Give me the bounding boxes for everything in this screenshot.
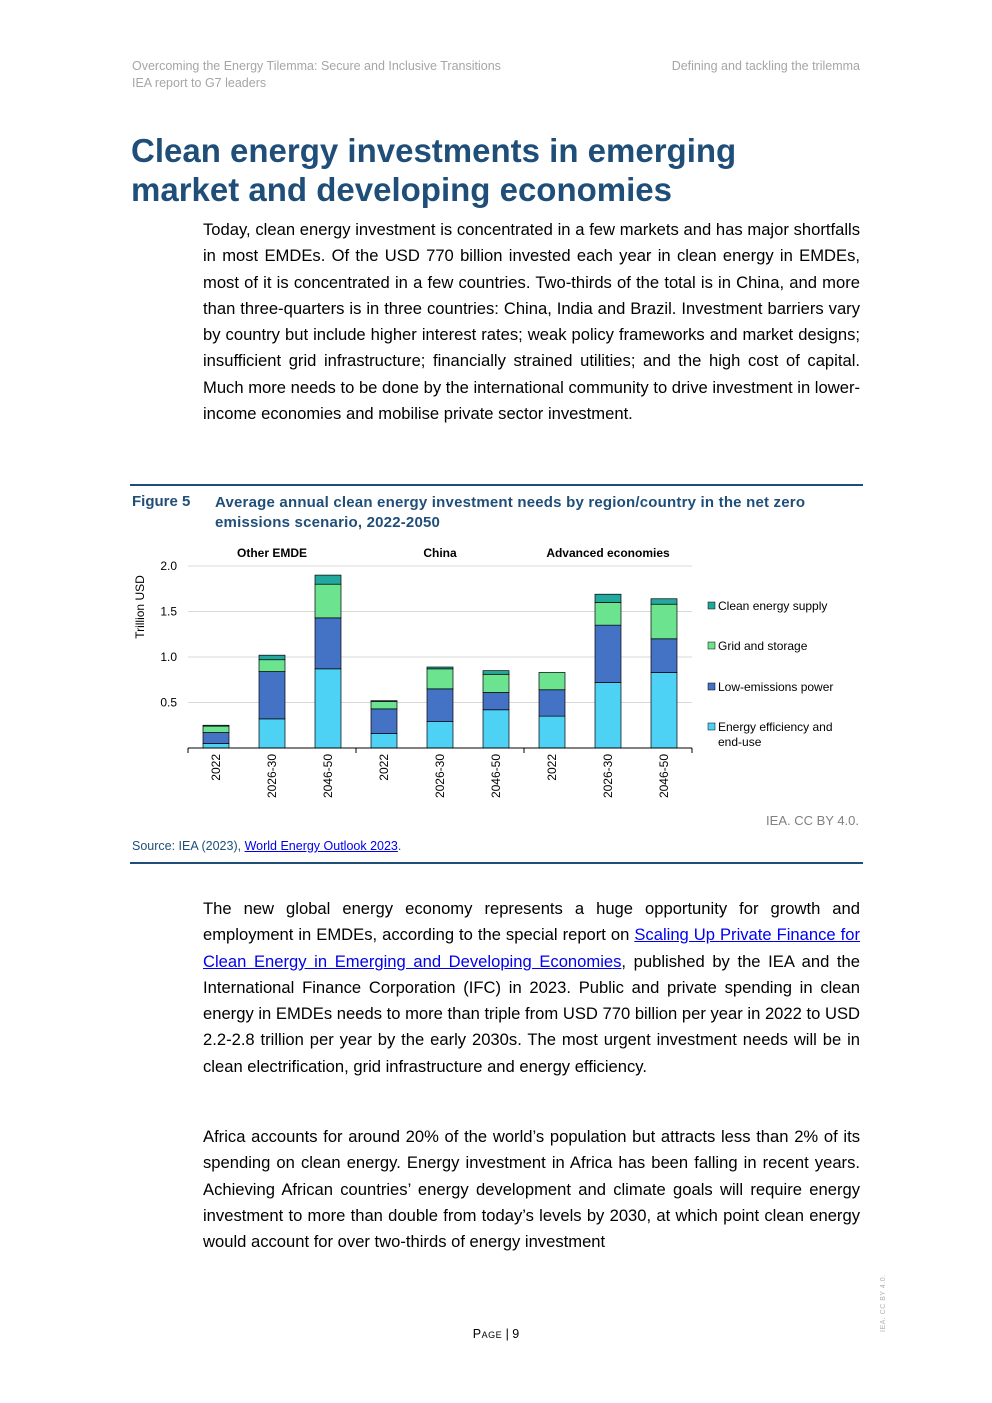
figure-license: IEA. CC BY 4.0. (766, 813, 859, 828)
bar-segment (651, 672, 677, 748)
bar-segment (483, 674, 509, 692)
bar-segment (595, 602, 621, 625)
bar-segment (427, 669, 453, 689)
source-suffix: . (397, 839, 402, 853)
chart-bars (203, 575, 677, 748)
group-label: Advanced economies (546, 546, 670, 560)
chart-axes (188, 748, 692, 753)
bar-segment (371, 702, 397, 709)
legend-swatch (708, 683, 715, 690)
page-footer (0, 1327, 992, 1341)
y-tick-label: 0.5 (160, 695, 177, 710)
group-label: China (423, 546, 457, 560)
bar-segment (259, 719, 285, 748)
group-label: Other EMDE (236, 546, 308, 560)
bar-segment (539, 716, 565, 748)
body-paragraph-3: Africa accounts for around 20% of the world’s population but attracts less than 2% of its spending on clean energy. Energy investment in Africa has been falling in recent years. Achieving African countries’ energy development and climate goals will require energy investment to more than double from today’s levels by 2030, at which point clean energy would account for over two-thirds of energy investment (203, 1127, 860, 1252)
x-tick-label: 2046-50 (657, 754, 671, 799)
x-tick-label: 2026-30 (265, 754, 279, 799)
bar-segment (371, 709, 397, 734)
stacked-bar-chart (130, 540, 863, 808)
bar-segment (371, 733, 397, 748)
x-tick-label: 2046-50 (489, 754, 503, 799)
bar-segment (203, 726, 229, 732)
legend-label: Grid and storage (718, 639, 808, 653)
bar-segment (651, 639, 677, 673)
x-tick-label: 2022 (377, 754, 391, 781)
page-word: Page (472, 1327, 503, 1341)
x-tick-label: 2026-30 (601, 754, 615, 799)
y-tick-label: 2.0 (160, 559, 177, 573)
bar-segment (427, 689, 453, 722)
side-license-mark: IEA. CC BY 4.0. (880, 1274, 887, 1332)
bar-segment (203, 725, 229, 726)
bar-segment (427, 722, 453, 748)
figure-label: Figure 5 (132, 493, 191, 510)
bar-segment (595, 682, 621, 748)
bar-segment (595, 625, 621, 682)
x-tick-label: 2022 (545, 754, 559, 781)
para2-text-after: , published by the IEA and the International Finance Corporation (IFC) in 2023. Public and private spending in clean energy in EMDEs needs to more than triple from USD 770 billion per year in 2022 to USD 2.2-2.8 trillion per year by the early 2030s. The most urgent investment needs will be in clean electrification, grid infrastructure and energy efficiency. (203, 951, 860, 1076)
y-axis-label: Trillion USD (133, 575, 147, 639)
x-tick-label: 2026-30 (433, 754, 447, 799)
x-tick-label: 2022 (209, 754, 223, 781)
bar-segment (371, 701, 397, 702)
bar-segment (483, 710, 509, 748)
bar-segment (203, 743, 229, 748)
bar-segment (427, 667, 453, 669)
chart-legend (708, 599, 833, 749)
y-tick-label: 1.0 (160, 650, 177, 664)
legend-swatch (708, 642, 715, 649)
figure-source (132, 839, 401, 853)
legend-swatch (708, 602, 715, 609)
bar-segment (651, 599, 677, 604)
body-paragraph-2 (203, 896, 860, 1080)
x-tick-label: 2046-50 (321, 754, 335, 799)
bar-segment (315, 575, 341, 584)
y-tick-label: 1.5 (160, 604, 177, 619)
page-title: Clean energy investments in emerging market and developing economies (131, 132, 737, 208)
bar-segment (539, 672, 565, 689)
bar-segment (539, 690, 565, 716)
bar-segment (483, 671, 509, 675)
legend-label-continued: end-use (718, 735, 762, 749)
bar-segment (259, 660, 285, 672)
figure-top-rule (130, 484, 863, 486)
figure-bottom-rule (130, 862, 863, 864)
source-prefix: Source: IEA (2023), (132, 839, 245, 853)
bar-segment (203, 733, 229, 744)
bar-segment (315, 618, 341, 669)
bar-segment (595, 594, 621, 602)
running-header-right: Defining and tackling the trilemma (671, 59, 860, 73)
source-link[interactable]: World Energy Outlook 2023 (244, 839, 398, 853)
chart-labels (133, 546, 671, 798)
legend-label: Clean energy supply (718, 599, 828, 613)
legend-swatch (708, 723, 715, 730)
page-separator: | (502, 1327, 513, 1341)
body-paragraph-1: Today, clean energy investment is concentrated in a few markets and has major shortfalls in most EMDEs. Of the USD 770 billion invested each year in clean energy in EMDEs, most of it is concentrated in a few countries. Two-thirds of the total is in China, and more than three-quarters is in three countries: China, India and Brazil. Investment barriers vary by country but include higher interest rates; weak policy frameworks and market designs; insufficient grid infrastructure; financially strained utilities; and the high cost of capital. Much more needs to be done by the international community to drive investment in lower-income economies and mobilise private sector investment. (203, 220, 860, 424)
report-title: Overcoming the Energy Tilemma: Secure and Inclusive Transitions (132, 59, 501, 73)
bar-segment (259, 655, 285, 660)
bar-segment (483, 692, 509, 709)
para2-text-before: The new global energy economy represents a huge opportunity for growth and employment in EMDEs, according to the special report on (203, 899, 860, 945)
figure-title: Average annual clean energy investment needs by region/country in the net zero emissions scenario, 2022-2050 (215, 494, 806, 531)
bar-segment (651, 604, 677, 639)
bar-segment (315, 584, 341, 618)
scaling-up-report-link[interactable]: Scaling Up Private Finance for Clean Energy in Emerging and Developing Economies (203, 925, 860, 971)
bar-segment (259, 672, 285, 719)
legend-label: Low-emissions power (718, 680, 834, 694)
bar-segment (315, 669, 341, 748)
report-subtitle: IEA report to G7 leaders (132, 76, 267, 90)
page-number: 9 (512, 1327, 520, 1341)
legend-label: Energy efficiency and (718, 720, 833, 734)
running-header-left (132, 58, 501, 92)
